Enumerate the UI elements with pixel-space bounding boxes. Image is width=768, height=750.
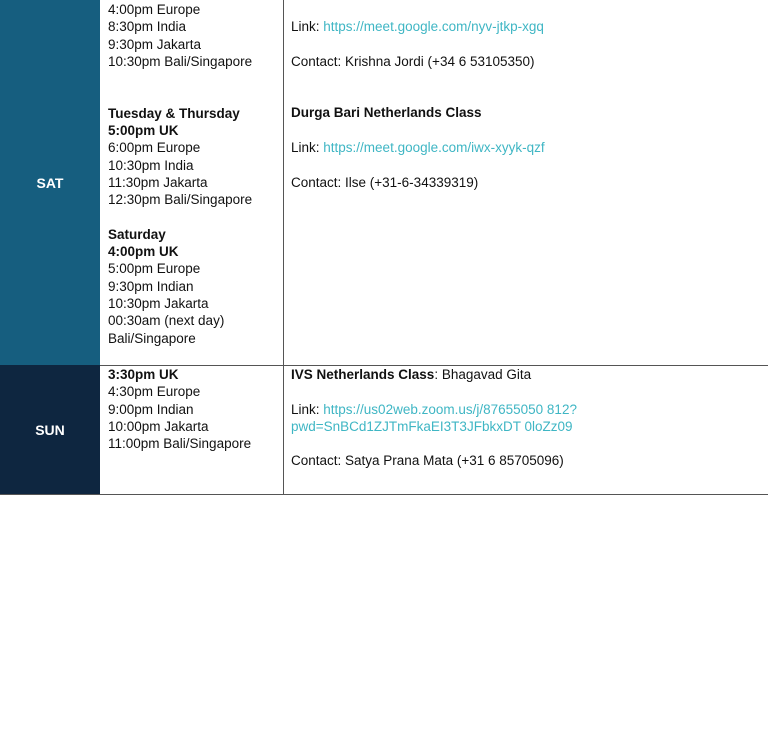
time-line: 10:30pm India — [108, 157, 194, 173]
link-label: Link: — [291, 19, 324, 34]
uk-time: 4:00pm UK — [108, 244, 179, 260]
sat-class-info — [291, 18, 761, 191]
sat-times — [108, 1, 280, 347]
contact-line: Contact: Ilse (+31-6-34339319) — [291, 174, 479, 190]
meet-link[interactable]: https://meet.google.com/iwx-xyyk-qzf — [323, 140, 545, 156]
time-line: 10:30pm Bali/Singapore — [108, 53, 253, 69]
table-bottom-border — [0, 494, 768, 495]
class-link-row — [291, 401, 761, 418]
sun-class-info — [291, 366, 761, 470]
time-line: 9:30pm Jakarta — [108, 36, 202, 52]
time-line: Bali/Singapore — [108, 330, 196, 346]
time-line: 4:00pm Europe — [108, 2, 201, 17]
class-link-row — [291, 18, 761, 35]
contact-line: Contact: Krishna Jordi (+34 6 53105350) — [291, 53, 535, 69]
time-line: 00:30am (next day) — [108, 313, 225, 329]
time-line: 8:30pm India — [108, 19, 187, 35]
zoom-link[interactable]: https://us02web.zoom.us/j/87655050 812? — [323, 401, 577, 417]
day-cell-sun — [0, 365, 100, 494]
time-line: 6:00pm Europe — [108, 140, 201, 156]
link-label: Link: — [291, 401, 324, 417]
time-line: 11:30pm Jakarta — [108, 174, 208, 190]
time-line: 4:30pm Europe — [108, 384, 201, 400]
column-divider — [283, 0, 284, 494]
uk-time: 5:00pm UK — [108, 123, 179, 139]
day-cell-sat — [0, 0, 100, 365]
zoom-link-continued[interactable]: pwd=SnBCd1ZJTmFkaEI3T3JFbkxDT 0loZz09 — [291, 418, 573, 434]
class-link-row — [291, 139, 761, 156]
sun-times — [108, 366, 280, 452]
uk-time: 3:30pm UK — [108, 367, 179, 382]
schedule-heading-saturday: Saturday — [108, 226, 166, 242]
class-subtitle: : Bhagavad Gita — [434, 367, 532, 382]
time-line: 9:30pm Indian — [108, 278, 194, 294]
time-line: 11:00pm Bali/Singapore — [108, 436, 252, 452]
link-label: Link: — [291, 140, 324, 156]
contact-line: Contact: Satya Prana Mata (+31 6 85705096) — [291, 453, 564, 469]
time-line: 10:30pm Jakarta — [108, 296, 209, 312]
time-line: 9:00pm Indian — [108, 401, 194, 417]
schedule-heading-tue-thu: Tuesday & Thursday — [108, 105, 240, 121]
day-label-sat: SAT — [36, 174, 64, 191]
time-line: 12:30pm Bali/Singapore — [108, 192, 253, 208]
day-label-sun: SUN — [35, 421, 65, 438]
class-title-row — [291, 366, 761, 383]
class-title: Durga Bari Netherlands Class — [291, 105, 482, 121]
time-line: 10:00pm Jakarta — [108, 418, 209, 434]
class-title: IVS Netherlands Class — [291, 367, 435, 382]
meet-link[interactable]: https://meet.google.com/nyv-jtkp-xgq — [323, 19, 544, 34]
time-line: 5:00pm Europe — [108, 261, 201, 277]
